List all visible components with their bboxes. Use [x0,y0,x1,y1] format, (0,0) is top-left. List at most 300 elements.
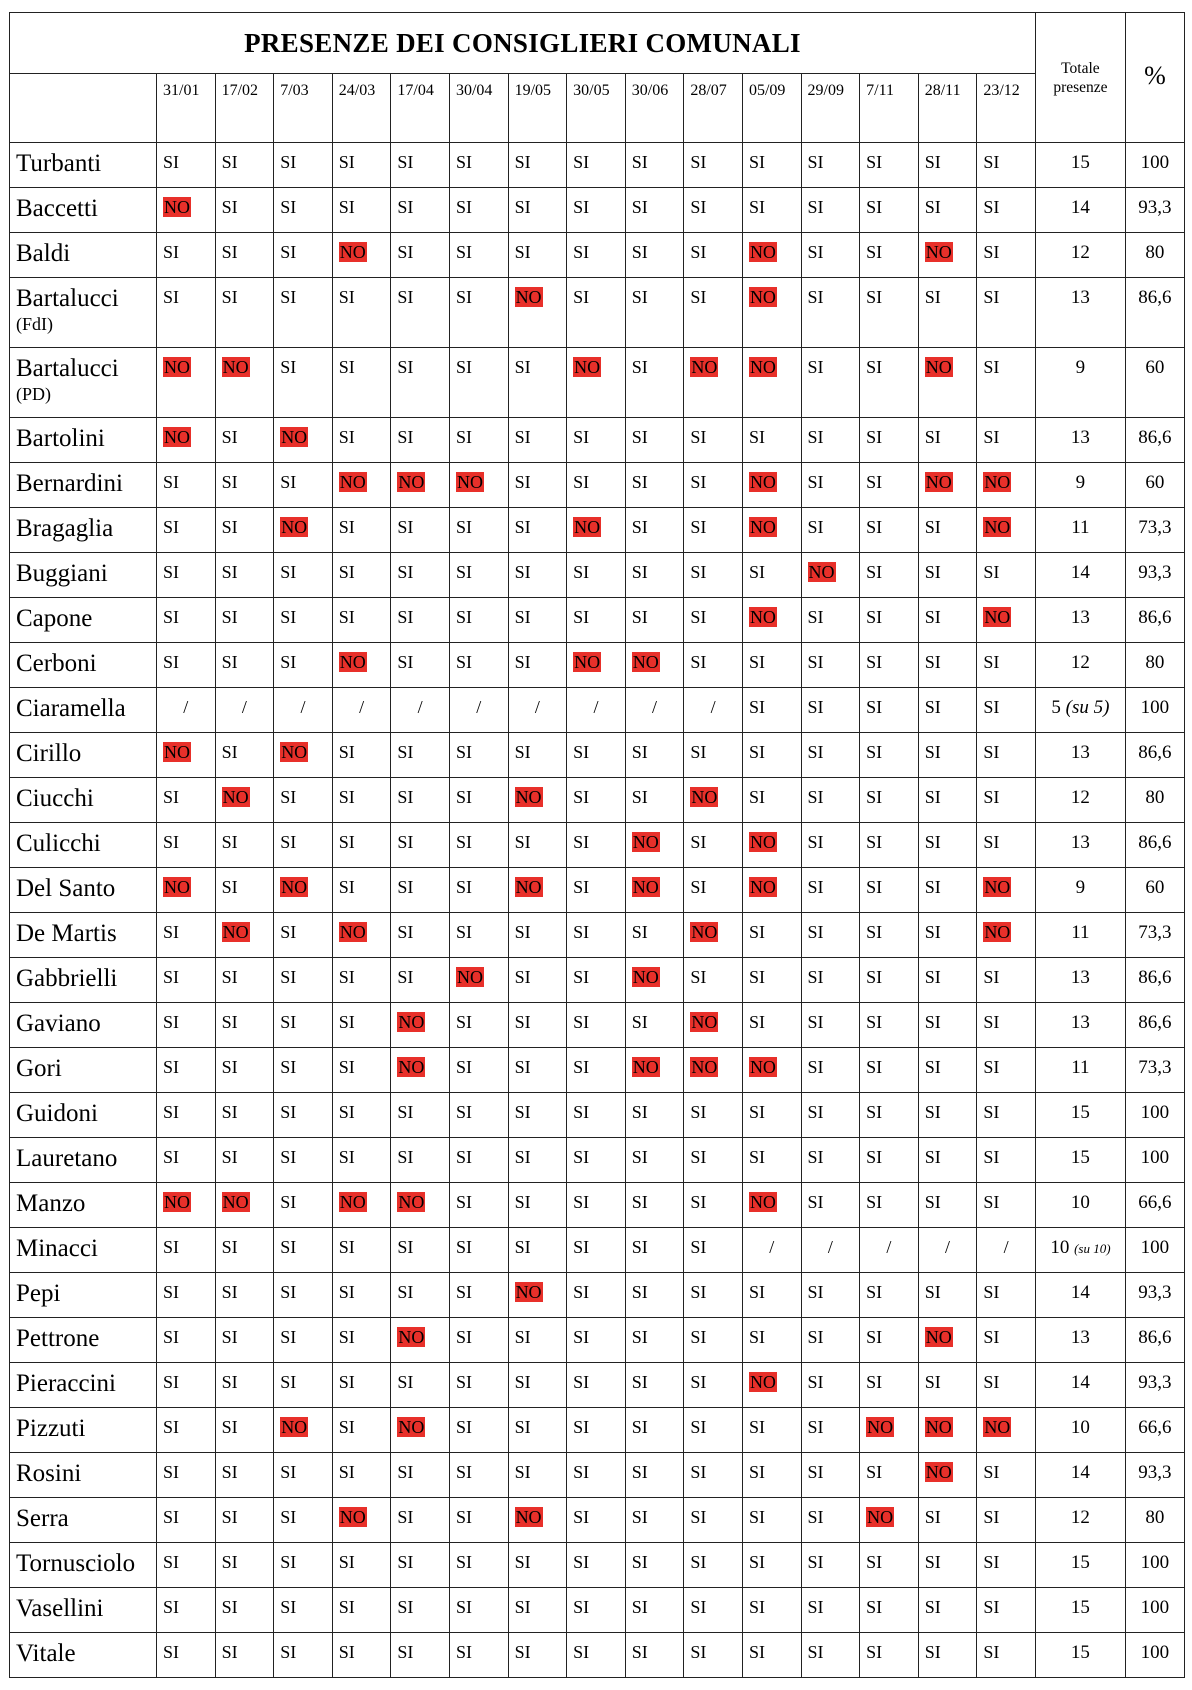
present-mark: SI [866,1597,883,1617]
attendance-cell [508,778,567,823]
attendance-cell [391,1228,450,1273]
present-mark: SI [924,922,941,942]
attendance-cell [332,508,391,553]
attendance-cell [684,1048,743,1093]
attendance-cell [449,1543,508,1588]
percent-cell: 93,3 [1125,188,1184,233]
attendance-cell [860,553,919,598]
total-attendance-cell [1035,553,1125,598]
attendance-cell [449,1453,508,1498]
councillor-name: Minacci [16,1235,98,1262]
present-mark: SI [631,287,648,307]
absent-mark: NO [164,877,190,897]
present-mark: SI [221,1462,238,1482]
attendance-cell [391,598,450,643]
present-mark: SI [514,427,531,447]
absent-mark: NO [691,1057,718,1077]
absent-mark: NO [164,197,190,217]
attendance-cell [684,348,743,418]
attendance-cell [508,418,567,463]
attendance-cell [860,1543,919,1588]
absent-mark: NO [222,922,249,942]
present-mark: SI [338,517,355,537]
present-mark: SI [573,562,590,582]
percent-cell: 100 [1125,1093,1184,1138]
present-mark: SI [690,1237,707,1257]
present-mark: SI [631,742,648,762]
attendance-cell [801,1048,860,1093]
present-mark: SI [924,1192,941,1212]
present-mark: SI [807,742,824,762]
attendance-cell [918,688,977,733]
attendance-cell [391,1003,450,1048]
party-label: (FdI) [16,314,53,334]
attendance-cell [332,1228,391,1273]
councillor-name: Vitale [16,1640,76,1667]
attendance-cell [567,1588,626,1633]
present-mark: SI [807,427,824,447]
present-mark: SI [221,197,238,217]
present-mark: SI [866,742,883,762]
attendance-cell [684,1498,743,1543]
attendance-cell [860,823,919,868]
attendance-cell [684,1138,743,1183]
present-mark: SI [573,1102,590,1122]
present-mark: SI [807,967,824,987]
councillor-name-cell [10,778,157,823]
present-mark: SI [338,1147,355,1167]
absent-mark: NO [339,242,366,262]
present-mark: SI [397,197,414,217]
attendance-cell [508,1138,567,1183]
date-column-header: 29/09 [801,74,860,143]
present-mark: SI [280,652,297,672]
present-mark: SI [221,1237,238,1257]
present-mark: SI [163,1282,180,1302]
attendance-cell [977,1408,1036,1453]
attendance-cell [742,278,801,348]
present-mark: SI [631,1642,648,1662]
attendance-cell [684,1453,743,1498]
attendance-cell [332,348,391,418]
absent-mark: NO [515,287,542,307]
present-mark: SI [397,1597,414,1617]
attendance-cell [625,643,684,688]
attendance-cell [625,1003,684,1048]
attendance-cell [449,418,508,463]
percent-cell: 86,6 [1125,598,1184,643]
attendance-cell [508,1048,567,1093]
not-applicable-mark: / [183,697,189,717]
table-row [10,1633,1185,1678]
attendance-cell [215,553,274,598]
present-mark: SI [631,1597,648,1617]
present-mark: SI [690,1642,707,1662]
present-mark: SI [690,1327,707,1347]
attendance-cell [860,1453,919,1498]
attendance-cell [215,1093,274,1138]
present-mark: SI [866,287,883,307]
attendance-cell [157,463,216,508]
present-mark: SI [866,1192,883,1212]
attendance-cell [449,1633,508,1678]
present-mark: SI [807,1417,824,1437]
councillor-name-cell [10,1633,157,1678]
present-mark: SI [397,922,414,942]
attendance-cell [274,188,333,233]
attendance-cell [567,1498,626,1543]
present-mark: SI [748,1012,765,1032]
total-value: 11 [1071,517,1090,538]
total-value: 13 [1070,967,1090,988]
absent-mark: NO [339,1192,366,1212]
councillor-name: Gaviano [16,1010,101,1037]
absent-mark: NO [867,1507,894,1527]
councillor-name-cell [10,1453,157,1498]
percent-cell: 80 [1125,778,1184,823]
present-mark: SI [983,1192,1000,1212]
present-mark: SI [924,287,941,307]
absent-mark: NO [456,472,483,492]
present-mark: SI [280,242,297,262]
total-value: 10 [1050,1237,1070,1258]
attendance-cell [508,1408,567,1453]
not-applicable-mark: / [886,1237,892,1257]
attendance-cell [801,1093,860,1138]
absent-mark: NO [749,1192,776,1212]
attendance-cell [801,1498,860,1543]
percent-cell: 86,6 [1125,733,1184,778]
present-mark: SI [748,1417,765,1437]
attendance-cell [215,508,274,553]
attendance-cell [274,348,333,418]
present-mark: SI [221,1507,238,1527]
table-row [10,1363,1185,1408]
present-mark: SI [866,922,883,942]
attendance-cell [860,1183,919,1228]
absent-mark: NO [984,607,1011,627]
present-mark: SI [455,1642,472,1662]
attendance-cell [508,1363,567,1408]
attendance-cell [157,418,216,463]
present-mark: SI [807,357,824,377]
attendance-cell [215,598,274,643]
present-mark: SI [221,1417,238,1437]
attendance-cell [625,1048,684,1093]
absent-mark: NO [749,607,776,627]
attendance-cell [567,1453,626,1498]
councillor-name: Bartolini [16,425,105,452]
attendance-cell [860,1633,919,1678]
attendance-cell [801,1318,860,1363]
absent-mark: NO [749,877,776,897]
present-mark: SI [514,197,531,217]
table-row [10,733,1185,778]
attendance-cell [332,1183,391,1228]
attendance-cell [684,1093,743,1138]
present-mark: SI [280,832,297,852]
present-mark: SI [573,197,590,217]
present-mark: SI [455,1507,472,1527]
not-applicable-mark: / [359,697,365,717]
attendance-cell [274,553,333,598]
present-mark: SI [221,287,238,307]
present-mark: SI [924,1282,941,1302]
councillor-name-cell [10,1498,157,1543]
attendance-cell [157,1003,216,1048]
attendance-cell [684,553,743,598]
absent-mark: NO [339,652,366,672]
attendance-cell [742,688,801,733]
total-value: 9 [1075,472,1086,493]
attendance-cell [742,1228,801,1273]
present-mark: SI [866,1282,883,1302]
table-row [10,508,1185,553]
attendance-cell [977,463,1036,508]
attendance-cell [274,1408,333,1453]
present-mark: SI [866,877,883,897]
present-mark: SI [455,242,472,262]
attendance-cell [567,508,626,553]
attendance-cell [742,1408,801,1453]
attendance-cell [684,508,743,553]
present-mark: SI [573,877,590,897]
present-mark: SI [573,1057,590,1077]
attendance-cell [157,348,216,418]
attendance-cell [449,1408,508,1453]
present-mark: SI [163,787,180,807]
attendance-cell [449,508,508,553]
table-row [10,463,1185,508]
percent-cell: 80 [1125,233,1184,278]
attendance-cell [977,348,1036,418]
present-mark: SI [748,742,765,762]
present-mark: SI [163,1507,180,1527]
attendance-cell [157,778,216,823]
present-mark: SI [866,1102,883,1122]
councillor-name-cell [10,958,157,1003]
attendance-cell [391,733,450,778]
attendance-cell [684,913,743,958]
present-mark: SI [807,832,824,852]
councillor-name: Gabbrielli [16,965,118,992]
absent-mark: NO [164,427,190,447]
councillor-name-cell [10,233,157,278]
present-mark: SI [280,1372,297,1392]
total-attendance-cell [1035,1093,1125,1138]
present-mark: SI [748,427,765,447]
percent-cell: 100 [1125,1633,1184,1678]
absent-mark: NO [691,1012,718,1032]
attendance-cell [625,823,684,868]
total-value: 14 [1070,197,1090,218]
attendance-cell [567,778,626,823]
attendance-cell [567,643,626,688]
present-mark: SI [514,1642,531,1662]
not-applicable-mark: / [534,697,540,717]
present-mark: SI [455,922,472,942]
date-column-header: 7/03 [274,74,333,143]
present-mark: SI [455,1057,472,1077]
attendance-cell [977,553,1036,598]
table-row [10,1543,1185,1588]
attendance-cell [391,1588,450,1633]
attendance-cell [567,1363,626,1408]
attendance-cell [157,1138,216,1183]
councillor-name: Capone [16,605,93,632]
attendance-cell [215,1408,274,1453]
present-mark: SI [690,1507,707,1527]
absent-mark: NO [222,1192,249,1212]
attendance-cell [918,278,977,348]
present-mark: SI [338,1462,355,1482]
present-mark: SI [280,1057,297,1077]
present-mark: SI [280,1507,297,1527]
attendance-cell [508,188,567,233]
present-mark: SI [631,1417,648,1437]
present-mark: SI [690,832,707,852]
councillor-name-cell [10,553,157,598]
attendance-cell [977,1363,1036,1408]
attendance-cell [977,233,1036,278]
present-mark: SI [807,1597,824,1617]
councillor-name-cell [10,1408,157,1453]
attendance-cell [918,913,977,958]
attendance-cell [157,1363,216,1408]
present-mark: SI [280,1597,297,1617]
present-mark: SI [514,472,531,492]
present-mark: SI [807,652,824,672]
total-attendance-cell [1035,1273,1125,1318]
percent-header: % [1125,13,1184,143]
present-mark: SI [397,517,414,537]
present-mark: SI [631,1372,648,1392]
present-mark: SI [397,1282,414,1302]
present-mark: SI [163,1642,180,1662]
attendance-cell [684,1633,743,1678]
present-mark: SI [983,1057,1000,1077]
present-mark: SI [163,1057,180,1077]
absent-mark: NO [808,562,835,582]
councillor-name: Tornusciolo [16,1550,136,1577]
councillor-name: Rosini [16,1460,82,1487]
total-note: (su 10) [1074,1241,1111,1256]
present-mark: SI [807,1282,824,1302]
attendance-cell [449,1138,508,1183]
present-mark: SI [631,152,648,172]
present-mark: SI [163,1372,180,1392]
present-mark: SI [924,607,941,627]
present-mark: SI [983,357,1000,377]
present-mark: SI [983,967,1000,987]
present-mark: SI [690,967,707,987]
present-mark: SI [397,242,414,262]
table-row [10,643,1185,688]
present-mark: SI [690,472,707,492]
present-mark: SI [338,287,355,307]
not-applicable-mark: / [476,697,482,717]
total-value: 13 [1070,742,1090,763]
attendance-cell [801,598,860,643]
present-mark: SI [338,967,355,987]
date-column-header: 17/02 [215,74,274,143]
councillor-name: Culicchi [16,830,101,857]
present-mark: SI [338,562,355,582]
total-attendance-cell [1035,348,1125,418]
present-mark: SI [983,427,1000,447]
councillor-name-cell [10,463,157,508]
attendance-cell [391,463,450,508]
absent-mark: NO [164,357,190,377]
attendance-cell [157,1498,216,1543]
attendance-cell [742,1003,801,1048]
present-mark: SI [748,1327,765,1347]
present-mark: SI [807,1327,824,1347]
date-column-header: 31/01 [157,74,216,143]
present-mark: SI [163,1327,180,1347]
present-mark: SI [690,1462,707,1482]
table-row [10,868,1185,913]
table-title: PRESENZE DEI CONSIGLIERI COMUNALI [10,13,1036,74]
absent-mark: NO [281,517,308,537]
total-attendance-cell [1035,233,1125,278]
attendance-cell [977,1633,1036,1678]
present-mark: SI [455,1417,472,1437]
present-mark: SI [690,1147,707,1167]
attendance-cell [215,143,274,188]
councillor-name-cell [10,823,157,868]
present-mark: SI [573,242,590,262]
attendance-cell [391,553,450,598]
attendance-cell [215,958,274,1003]
total-attendance-cell [1035,143,1125,188]
attendance-cell [567,188,626,233]
absent-mark: NO [632,1057,659,1077]
attendance-cell [801,1003,860,1048]
present-mark: SI [163,607,180,627]
percent-cell: 60 [1125,868,1184,913]
attendance-cell [157,1093,216,1138]
total-value: 9 [1075,877,1086,898]
percent-cell: 60 [1125,348,1184,418]
present-mark: SI [338,1012,355,1032]
attendance-cell [274,1498,333,1543]
present-mark: SI [221,1552,238,1572]
attendance-cell [391,1138,450,1183]
present-mark: SI [807,1147,824,1167]
present-mark: SI [924,742,941,762]
present-mark: SI [690,607,707,627]
attendance-cell [157,868,216,913]
present-mark: SI [573,607,590,627]
councillor-name: Ciaramella [16,695,126,722]
attendance-cell [918,1318,977,1363]
attendance-cell [977,688,1036,733]
attendance-cell [684,463,743,508]
present-mark: SI [573,1327,590,1347]
not-applicable-mark: / [417,697,423,717]
present-mark: SI [983,1282,1000,1302]
present-mark: SI [807,472,824,492]
present-mark: SI [338,742,355,762]
present-mark: SI [514,832,531,852]
present-mark: SI [221,427,238,447]
total-value: 13 [1070,607,1090,628]
attendance-cell [977,1498,1036,1543]
attendance-cell [918,823,977,868]
present-mark: SI [221,1147,238,1167]
attendance-cell [157,598,216,643]
